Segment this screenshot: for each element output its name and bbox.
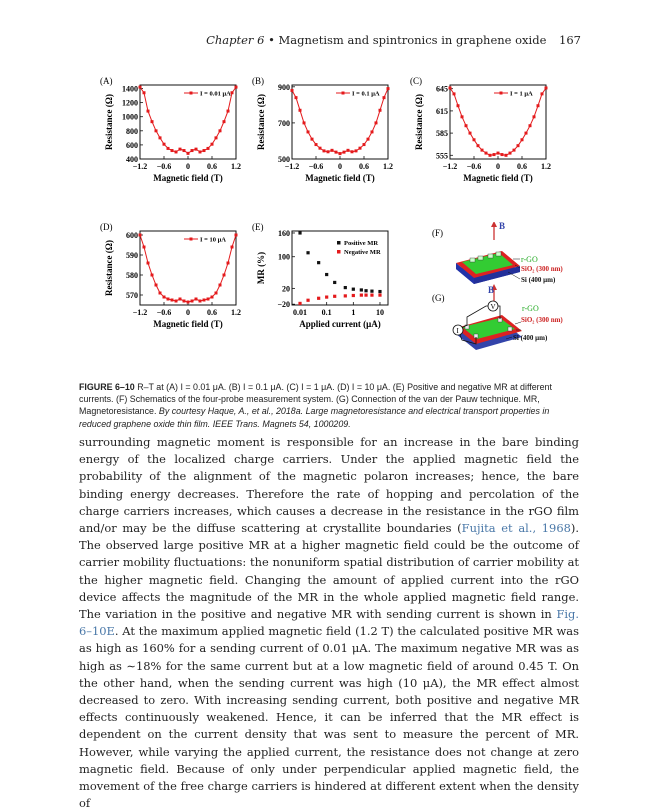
series-line bbox=[140, 235, 236, 302]
legend-label: I = 0.01 μA bbox=[200, 90, 231, 98]
figure-link-6-10e[interactable]: Fig. 6–10E bbox=[79, 607, 579, 639]
citation-link-fujita[interactable]: Fujita et al., 1968 bbox=[461, 521, 571, 536]
x-axis-label: Magnetic field (T) bbox=[153, 319, 223, 329]
data-point bbox=[383, 96, 386, 99]
y-tick-label: 555 bbox=[436, 151, 448, 161]
scatter-point bbox=[364, 294, 367, 297]
data-point bbox=[179, 298, 182, 301]
x-tick-label: 0 bbox=[338, 162, 342, 171]
data-point bbox=[231, 91, 234, 94]
caption-label: FIGURE 6–10 bbox=[79, 382, 135, 392]
chart-svg bbox=[252, 223, 392, 343]
data-point bbox=[513, 149, 516, 152]
data-point bbox=[461, 115, 464, 118]
data-point bbox=[493, 153, 496, 156]
x-axis-label: Magnetic field (T) bbox=[305, 173, 375, 183]
page-number: 167 bbox=[559, 33, 581, 47]
contact-v-1: V bbox=[480, 246, 485, 252]
y-axis-label: Resistance (Ω) bbox=[104, 240, 114, 296]
data-point bbox=[541, 92, 544, 95]
data-point bbox=[449, 86, 452, 89]
data-point bbox=[359, 147, 362, 150]
data-point bbox=[143, 91, 146, 94]
data-point bbox=[159, 292, 162, 295]
chart-svg bbox=[100, 223, 240, 343]
data-point bbox=[167, 147, 170, 150]
data-point bbox=[351, 150, 354, 153]
x-axis-label: Magnetic field (T) bbox=[463, 173, 533, 183]
data-point bbox=[199, 150, 202, 153]
y-tick-label: 700 bbox=[278, 118, 290, 128]
scatter-point bbox=[378, 290, 381, 293]
x-tick-label: −0.6 bbox=[156, 162, 172, 171]
y-tick-label: 400 bbox=[126, 155, 138, 164]
y-tick-label: 600 bbox=[126, 231, 138, 240]
data-point bbox=[485, 152, 488, 155]
data-point bbox=[497, 152, 500, 155]
x-tick-label: 10 bbox=[375, 308, 384, 317]
y-axis-label: Resistance (Ω) bbox=[414, 94, 424, 150]
data-point bbox=[219, 284, 222, 287]
data-point bbox=[199, 300, 202, 303]
scatter-point bbox=[352, 288, 355, 291]
x-tick-label: −0.6 bbox=[308, 162, 324, 171]
y-tick-label: 645 bbox=[436, 84, 448, 94]
scatter-point bbox=[306, 251, 309, 254]
body-text-part-2: ). The observed large positive MR at a higher magnetic field could be the outcome of carrier mobility fluctuations: the nonuniform spatial distribution of carrier mobility at the higher magnetic field. Changing the amount of applied current into the rGO device affects the magnitude of the MR in the whole applied magnetic field range. The variation in the positive and negative MR with sending current is shown in bbox=[79, 521, 579, 622]
scatter-point bbox=[364, 289, 367, 292]
scatter-point bbox=[333, 281, 336, 284]
data-point bbox=[211, 143, 214, 146]
scatter-point bbox=[317, 261, 320, 264]
data-point bbox=[299, 109, 302, 112]
chapter-label: Chapter 6 bbox=[206, 33, 265, 47]
data-point bbox=[163, 296, 166, 299]
data-point bbox=[207, 298, 210, 301]
panel-label: (E) bbox=[252, 222, 264, 232]
series-line bbox=[450, 88, 546, 155]
legend-marker bbox=[500, 92, 503, 95]
data-point bbox=[203, 149, 206, 152]
layer-label-si-g: Si (400 μm) bbox=[513, 334, 548, 342]
data-point bbox=[175, 300, 178, 303]
scatter-point bbox=[325, 295, 328, 298]
running-header bbox=[0, 33, 581, 47]
data-point bbox=[139, 86, 142, 89]
y-tick-label: 100 bbox=[278, 252, 290, 262]
data-point bbox=[227, 262, 230, 265]
data-point bbox=[367, 138, 370, 141]
data-point bbox=[295, 96, 298, 99]
legend-label: Positive MR bbox=[344, 240, 379, 247]
data-point bbox=[183, 149, 186, 152]
data-point bbox=[159, 136, 162, 139]
scatter-point bbox=[344, 286, 347, 289]
data-point bbox=[477, 144, 480, 147]
figure-panel-c bbox=[410, 77, 550, 201]
contact-i-2: I bbox=[498, 244, 500, 250]
data-point bbox=[363, 143, 366, 146]
data-point bbox=[167, 298, 170, 301]
data-point bbox=[489, 154, 492, 157]
legend-marker bbox=[190, 238, 193, 241]
x-axis-label: Applied current (μA) bbox=[299, 319, 381, 329]
data-point bbox=[481, 149, 484, 152]
x-tick-label: 0 bbox=[186, 162, 190, 171]
data-point bbox=[509, 152, 512, 155]
x-tick-label: −1.2 bbox=[132, 162, 148, 171]
data-point bbox=[203, 299, 206, 302]
x-tick-label: 0.6 bbox=[517, 162, 527, 171]
body-text-part-3: . At the maximum applied magnetic field (1.2 T) the calculated positive MR was as high as 160% for a sending current of 0.01 μA. The maximum negative MR was as high as ∼18% for the same current but at a low magnetic field of around 0.45 T. On the other hand, when the sending current was high (10 μA), the MR effect almost decreased to zero. With increasing sending current, both positive and negative MR effects continuously weakened. Hence, it can be inferred that the MR effect is dependent on the current density that was sent to measure the percent of MR. However, while varying the applied current, the resistance does not change at zero magnetic field. Because of only under perpendicular applied magnetic field, the movement of the free charge carriers is hindered at different extent when the density of bbox=[79, 624, 579, 811]
data-point bbox=[473, 138, 476, 141]
data-point bbox=[231, 246, 234, 249]
y-tick-label: −20 bbox=[277, 300, 290, 310]
data-point bbox=[343, 151, 346, 154]
x-tick-label: 1.2 bbox=[231, 162, 241, 171]
series-line bbox=[292, 89, 388, 154]
caption-text: R–T at (A) I = 0.01 μA. (B) I = 0.1 μA. (C) I = 1 μA. (D) I = 10 μA. (E) Positive and negative MR at different currents. (F) Schematics of the four-probe measurement system. (G) Connection of the van der Pauw technique. MR, Magnetoresistance. bbox=[79, 382, 552, 417]
contact-v-2: V bbox=[489, 245, 494, 251]
field-label-g: B bbox=[488, 285, 495, 295]
data-point bbox=[219, 129, 222, 132]
y-tick-label: 800 bbox=[126, 126, 138, 136]
y-tick-label: 600 bbox=[126, 140, 138, 150]
data-point bbox=[501, 153, 504, 156]
data-point bbox=[235, 234, 238, 237]
panel-f-label: (F) bbox=[432, 228, 443, 238]
layer-label-rgo-f: r-GO bbox=[521, 255, 538, 264]
x-axis-label: Magnetic field (T) bbox=[153, 173, 223, 183]
data-point bbox=[139, 234, 142, 237]
data-point bbox=[183, 300, 186, 303]
x-tick-label: 0 bbox=[186, 308, 190, 317]
data-point bbox=[155, 284, 158, 287]
contact-pad-4 bbox=[496, 252, 501, 256]
y-tick-label: 570 bbox=[126, 291, 138, 300]
scatter-point bbox=[344, 294, 347, 297]
data-point bbox=[211, 296, 214, 299]
data-point bbox=[171, 149, 174, 152]
chart-svg bbox=[100, 77, 240, 197]
data-point bbox=[187, 152, 190, 155]
data-point bbox=[215, 292, 218, 295]
figure-panel-a bbox=[100, 77, 240, 201]
legend-label: Negative MR bbox=[344, 249, 381, 256]
body-paragraph bbox=[79, 434, 579, 812]
figure-caption bbox=[79, 381, 579, 430]
data-point bbox=[151, 274, 154, 277]
data-point bbox=[545, 86, 548, 89]
data-point bbox=[223, 274, 226, 277]
data-point bbox=[147, 110, 150, 113]
data-point bbox=[323, 149, 326, 152]
layer-label-si-f: Si (400 μm) bbox=[521, 276, 556, 284]
data-point bbox=[525, 132, 528, 135]
panel-label: (B) bbox=[252, 76, 264, 86]
scatter-point bbox=[325, 273, 328, 276]
x-tick-label: 1.2 bbox=[541, 162, 551, 171]
legend-label: I = 10 μA bbox=[200, 236, 226, 244]
y-tick-label: 20 bbox=[282, 284, 290, 294]
contact-pad-3 bbox=[488, 254, 493, 258]
data-point bbox=[537, 104, 540, 107]
scatter-point bbox=[370, 290, 373, 293]
scatter-point bbox=[306, 299, 309, 302]
data-point bbox=[335, 151, 338, 154]
y-tick-label: 1200 bbox=[122, 98, 138, 108]
data-point bbox=[303, 121, 306, 124]
scatter-point bbox=[298, 302, 301, 305]
data-point bbox=[163, 143, 166, 146]
chart-svg bbox=[252, 77, 392, 197]
header-separator: • bbox=[268, 33, 275, 47]
field-arrow-head-f bbox=[491, 222, 497, 227]
data-point bbox=[339, 152, 342, 155]
data-point bbox=[171, 299, 174, 302]
caption-credit: By courtesy Haque, A., et al., 2018a. Large magnetoresistance and electrical transport properties in reduced graphene oxide thin film. IEEE Trans. Magnets 54, 1000209. bbox=[79, 406, 550, 429]
data-point bbox=[517, 144, 520, 147]
y-axis-label: MR (%) bbox=[256, 251, 266, 285]
data-point bbox=[291, 89, 294, 92]
y-tick-label: 1400 bbox=[122, 84, 138, 94]
y-tick-label: 580 bbox=[126, 271, 138, 280]
data-point bbox=[179, 148, 182, 151]
scatter-point bbox=[352, 294, 355, 297]
chart-svg bbox=[410, 77, 550, 197]
x-tick-label: 0.01 bbox=[293, 308, 308, 317]
data-point bbox=[521, 138, 524, 141]
body-text-part-1: surrounding magnetic moment is responsible for an increase in the bare binding energy of the localized charge carriers. Under the applied magnetic field the probability of the alignment of the magnetic polaron increases; hence, the bare binding energy decreases. Therefore the rate of hopping and percolation of the charge carriers increases, which causes a decrease in the resistance in the rGO film and/or may be the diffuse scattering at crystallite boundaries ( bbox=[79, 435, 579, 536]
scatter-point bbox=[333, 295, 336, 298]
voltmeter-label: V bbox=[490, 303, 496, 311]
y-tick-label: 500 bbox=[278, 155, 290, 164]
field-label-f: B bbox=[499, 222, 506, 231]
panel-label: (D) bbox=[100, 222, 113, 232]
data-point bbox=[331, 149, 334, 152]
data-point bbox=[319, 147, 322, 150]
x-tick-label: 0.1 bbox=[321, 308, 332, 317]
data-point bbox=[151, 120, 154, 123]
layer-label-rgo-g: r-GO bbox=[522, 304, 539, 313]
figure-panel-d bbox=[100, 223, 240, 347]
layer-label-sio2-g: SiO₂ (300 nm) bbox=[521, 316, 563, 324]
data-point bbox=[195, 148, 198, 151]
data-point bbox=[533, 115, 536, 118]
scatter-point bbox=[298, 231, 301, 234]
data-point bbox=[175, 150, 178, 153]
data-point bbox=[187, 301, 190, 304]
data-point bbox=[327, 150, 330, 153]
data-point bbox=[307, 130, 310, 133]
contact-i-1: I bbox=[471, 247, 473, 253]
data-point bbox=[315, 143, 318, 146]
y-tick-label: 615 bbox=[436, 106, 448, 116]
data-point bbox=[311, 138, 314, 141]
legend-marker bbox=[337, 250, 341, 254]
scatter-point bbox=[360, 288, 363, 291]
contact-pad-2 bbox=[478, 256, 483, 260]
chapter-title: Magnetism and spintronics in graphene oxide bbox=[278, 33, 547, 47]
data-point bbox=[235, 86, 238, 89]
x-tick-label: −1.2 bbox=[132, 308, 148, 317]
y-tick-label: 900 bbox=[278, 82, 290, 92]
data-point bbox=[387, 87, 390, 90]
layer-label-sio2-f: SiO₂ (300 nm) bbox=[521, 265, 563, 273]
figure-panel-b bbox=[252, 77, 392, 201]
x-tick-label: −1.2 bbox=[442, 162, 458, 171]
legend-marker bbox=[190, 92, 193, 95]
scatter-point bbox=[317, 297, 320, 300]
data-point bbox=[215, 136, 218, 139]
x-tick-label: −1.2 bbox=[284, 162, 300, 171]
data-point bbox=[529, 124, 532, 127]
y-axis-label: Resistance (Ω) bbox=[104, 94, 114, 150]
x-tick-label: 1 bbox=[351, 308, 356, 317]
x-tick-label: 1.2 bbox=[383, 162, 393, 171]
data-point bbox=[505, 154, 508, 157]
x-tick-label: −0.6 bbox=[466, 162, 482, 171]
scatter-point bbox=[378, 294, 381, 297]
ammeter-label: I bbox=[456, 327, 459, 335]
contact-pad-1 bbox=[470, 258, 475, 262]
data-point bbox=[347, 149, 350, 152]
data-point bbox=[147, 262, 150, 265]
data-point bbox=[379, 109, 382, 112]
data-point bbox=[469, 132, 472, 135]
legend-marker bbox=[342, 92, 345, 95]
data-point bbox=[457, 104, 460, 107]
legend-label: I = 1 μA bbox=[510, 90, 533, 98]
scatter-point bbox=[360, 294, 363, 297]
figure-panel-g bbox=[420, 284, 580, 354]
y-axis-label: Resistance (Ω) bbox=[256, 94, 266, 150]
data-point bbox=[465, 124, 468, 127]
y-tick-label: 590 bbox=[126, 251, 138, 260]
data-point bbox=[453, 92, 456, 95]
panel-g-label: (G) bbox=[432, 293, 445, 303]
figure-panel-e bbox=[252, 223, 392, 347]
data-point bbox=[191, 149, 194, 152]
y-tick-label: 1000 bbox=[122, 112, 138, 122]
data-point bbox=[223, 120, 226, 123]
figure-panel-f bbox=[420, 222, 580, 292]
data-point bbox=[355, 149, 358, 152]
data-point bbox=[375, 121, 378, 124]
data-point bbox=[191, 300, 194, 303]
data-point bbox=[371, 130, 374, 133]
data-point bbox=[195, 298, 198, 301]
x-tick-label: 1.2 bbox=[231, 308, 241, 317]
data-point bbox=[155, 129, 158, 132]
body-text bbox=[79, 434, 579, 812]
y-tick-label: 585 bbox=[436, 129, 448, 139]
scatter-point bbox=[370, 294, 373, 297]
x-tick-label: 0 bbox=[496, 162, 500, 171]
y-tick-label: 160 bbox=[278, 228, 290, 238]
panel-label: (C) bbox=[410, 76, 422, 86]
x-tick-label: −0.6 bbox=[156, 308, 172, 317]
legend-label: I = 0.1 μA bbox=[352, 90, 380, 98]
panel-label: (A) bbox=[100, 76, 113, 86]
x-tick-label: 0.6 bbox=[207, 308, 217, 317]
data-point bbox=[227, 110, 230, 113]
data-point bbox=[207, 147, 210, 150]
data-point bbox=[143, 246, 146, 249]
x-tick-label: 0.6 bbox=[359, 162, 369, 171]
legend-marker bbox=[337, 241, 341, 245]
x-tick-label: 0.6 bbox=[207, 162, 217, 171]
